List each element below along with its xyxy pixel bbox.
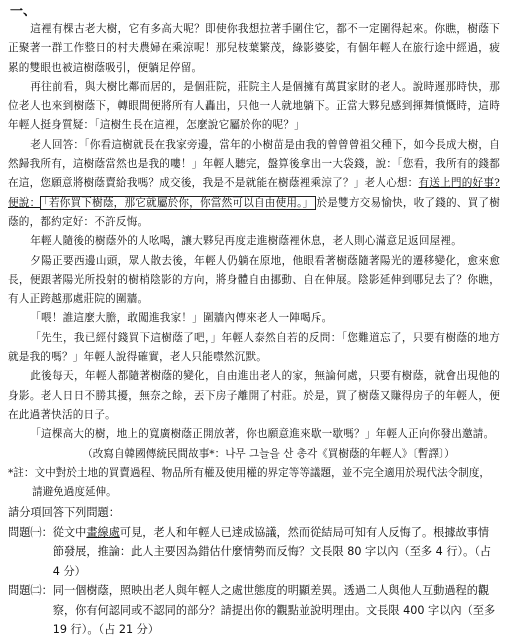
question-instruction: 請分項回答下列問題： xyxy=(8,506,120,520)
story-paragraph-1: 這裡有棵古老大樹，它有多高大呢？即使你我想拉著手圍住它，都不一定圍得起來。你瞧，樹蔭下正聚著一群工作整日的村夫農婦在乘涼呢！那兒枝葉繁茂，綠影婆娑，有個年輕人在旅行途中經過，疲累的雙眼也被這樹蔭吸引，便躺足停留。 xyxy=(8,23,500,74)
question-1-pre: 從文中 xyxy=(52,525,87,539)
question-1-text xyxy=(53,523,500,581)
story-paragraph-7: 「先生，我已經付錢買下這樹蔭了吧，」年輕人泰然自若的反問：「您難道忘了，只要有樹蔭的地方就是我的嗎？」年輕人說得確實，老人只能噤然沉默。 xyxy=(8,331,500,364)
story-paragraph-5: 夕陽正要西邊山頭，眾人散去後，年輕人仍躺在原地，他眼看著樹蔭隨著陽光的遷移變化，愈來愈長，便跟著陽光所投射的樹梢陰影的方向，將身體自由挪動、自在伸展。陰影延伸到哪兒去了？你瞧，有人正跨越那處莊院的圍牆。 xyxy=(8,254,500,306)
story-paragraph-3-text: 老人回答：「你看這樹就長在我家旁邊，當年的小樹苗是由我的曾曾曾祖父種下，如今長成大樹，自然歸我所有，這樹蔭當然也是我的嘍！」年輕人聽完，盤算後拿出一大袋錢，說：「您看，我所有的錢都在這，您願意將樹蔭賣給我嗎？成交後，我是不是就能在樹蔭裡乘涼了？」老人心想： xyxy=(8,138,500,190)
question-1 xyxy=(8,523,500,581)
story-paragraph-6: 「喂！誰這麼大膽，敢闖進我家！」圍牆內傳來老人一陣喝斥。 xyxy=(30,312,333,325)
question-1-underlined: 畫線處 xyxy=(86,525,120,539)
story-paragraph-4: 年輕人隨後的樹蔭外的人吆喝，讓大夥兒再度走進樹蔭裡休息，老人則心滿意足返回屋裡。 xyxy=(30,235,462,248)
section-number: 一、 xyxy=(10,4,37,19)
story-paragraph-3-tail: 於是雙方交易愉快，收了錢的、買了樹蔭的，都約定好：不許反悔。 xyxy=(8,196,500,228)
question-2 xyxy=(8,581,500,639)
question-2-text: 同一個樹蔭，照映出老人與年輕人之處世態度的明顯差異。透過二人與他人互動過程的觀察，你有何認同或不認同的部分？請提出你的觀點並說明理由。文長限 400 字以內（至多 19 行）。（占 21 分） xyxy=(52,584,496,636)
question-1-post: 可見，老人和年輕人已達成協議，然而從結局可知有人反悔了。根據故事情節發展，推論：此人主要因為錯估什麼情勢而反悔？文長限 80 字以內（至多 4 行）。（占 4 分） xyxy=(52,525,492,578)
marked-quote-box: 「若你買下樹蔭，那它就屬於你，你當然可以自由使用。」 xyxy=(40,196,316,210)
story-text xyxy=(8,20,500,502)
footnote: *註：文中對於土地的買賣過程、物品所有權及使用權的界定等等議題，並不完全適用於現代法令制度，請避免過度延伸。 xyxy=(8,466,491,499)
story-paragraph-2: 再往前看，與大樹比鄰而居的，是個莊院，莊院主人是個擁有萬貫家財的老人。說時遲那時快，那位老人也來到樹蔭下，轉眼間便將所有人轟出，只他一人就地躺下。正當大夥兒感到揮舞憤慨時，這時年輕人挺身質疑：「這樹生長在這裡，怎麼說它屬於你的呢？」 xyxy=(8,80,500,132)
story-paragraph-8: 此後每天，年輕人都隨著樹蔭的變化，自由進出老人的家，無論何處，只要有樹蔭，就會出現他的身影。老人日日不勝其擾，無奈之餘，丟下房子離開了村莊。於是，買了樹蔭又賺得房子的年輕人，便在此過著快活的日子。 xyxy=(8,370,500,421)
story-paragraph-9: 「這棵高大的樹，地上的寬廣樹蔭正開放著，你也願意進來歇一歇嗎？」年輕人正向你發出邀請。 xyxy=(30,428,495,441)
story-source: （改寫自韓國傳統民間故事*：나무 그늘을 산 총각《買樹蔭的年輕人》〔暫譯〕） xyxy=(82,447,455,460)
story-underlined-phrase: 有送上門的好事?便說： xyxy=(8,177,500,209)
question-2-number: 問題㈡： xyxy=(8,584,53,598)
story-paragraph-3 xyxy=(8,136,500,232)
question-1-number: 問題㈠： xyxy=(8,525,53,539)
